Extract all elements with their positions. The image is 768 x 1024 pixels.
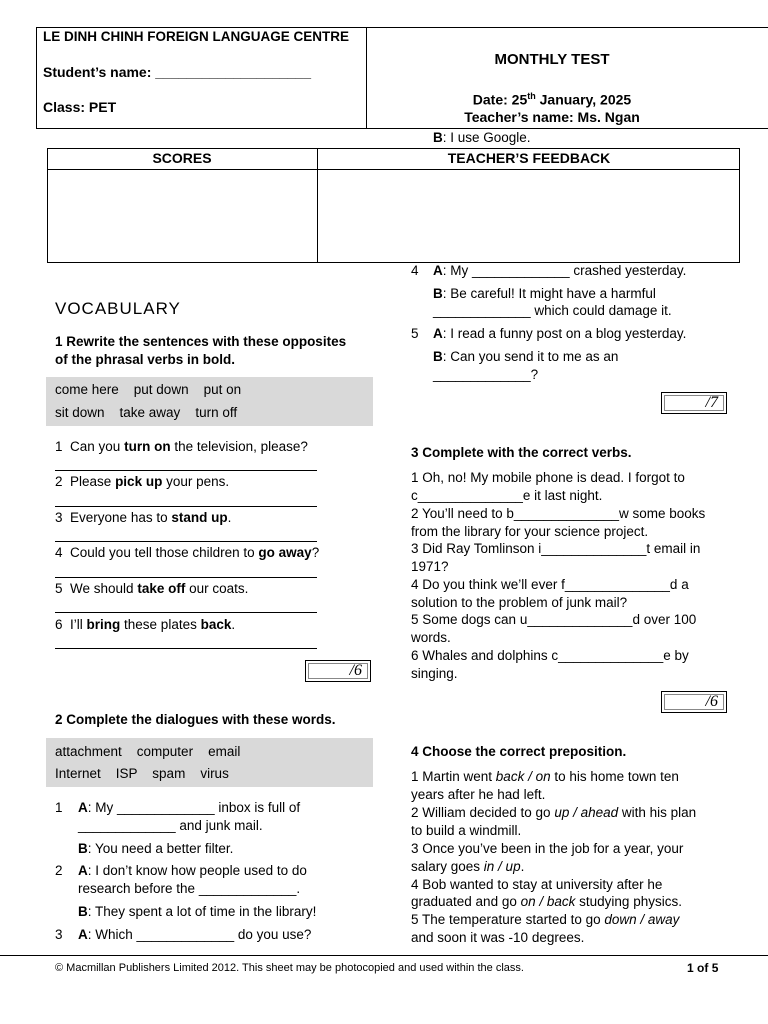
ex3-line-7: 4 Do you think we’ll ever f______________d a (411, 577, 689, 592)
ex4-line-1: 1 Martin went back / on to his home town ten (411, 769, 679, 784)
student-name-field: Student’s name: ____________________ (43, 64, 311, 80)
ex1-item-3: 3 Everyone has to stand up. (55, 510, 232, 525)
ex1-item-6: 6 I’ll bring these plates back. (55, 617, 236, 632)
stray-dialogue-line: B: I use Google. (433, 130, 531, 145)
ex1-answer-line-1[interactable] (55, 464, 317, 471)
ex4-line-4: to build a windmill. (411, 823, 522, 838)
ex2-d4-number: 4 (411, 263, 419, 278)
ex3-line-3: 2 You’ll need to b______________w some books (411, 506, 706, 521)
ex3-line-2: c______________e it last night. (411, 488, 603, 503)
ex1-score-box[interactable]: /6 (305, 660, 371, 682)
class-label: Class: PET (43, 99, 117, 115)
scores-cell[interactable] (48, 170, 316, 262)
ex4-line-7: 4 Bob wanted to stay at university after he (411, 877, 663, 892)
ex1-answer-line-4[interactable] (55, 571, 317, 578)
ex4-line-9: 5 The temperature started to go down / away (411, 912, 680, 927)
ex2-d1-b: B: You need a better filter. (78, 841, 234, 856)
vocabulary-heading: VOCABULARY (55, 299, 181, 318)
footer-copyright: © Macmillan Publishers Limited 2012. This sheet may be photocopied and used within the class. (55, 962, 524, 974)
ex2-d2-number: 2 (55, 863, 63, 878)
ex2-score-box[interactable]: /7 (661, 392, 727, 414)
ex2-d1-a: A: My _____________ inbox is full of (78, 800, 301, 815)
teacher-name: Teacher’s name: Ms. Ngan (464, 109, 640, 125)
ex2-d3-a: A: Which _____________ do you use? (78, 927, 312, 942)
ex2-d4-b-cont: _____________ which could damage it. (433, 303, 672, 318)
ex1-answer-line-6[interactable] (55, 642, 317, 649)
ex2-d2-a-cont: research before the _____________. (78, 881, 301, 896)
ex3-line-10: words. (411, 630, 451, 645)
footer-rule (0, 955, 768, 956)
ex1-words-line2: sit down take away turn off (55, 405, 238, 420)
ex1-item-2: 2 Please pick up your pens. (55, 474, 230, 489)
feedback-cell[interactable] (318, 170, 739, 262)
ex1-item-4: 4 Could you tell those children to go away? (55, 545, 320, 560)
ex1-words-line1: come here put down put on (55, 382, 242, 397)
ex4-line-5: 3 Once you’ve been in the job for a year, your (411, 841, 684, 856)
ex1-item-1: 1 Can you turn on the television, please? (55, 439, 308, 454)
ex2-d2-a: A: I don’t know how people used to do (78, 863, 307, 878)
footer-page-number: 1 of 5 (687, 961, 719, 975)
ex3-line-1: 1 Oh, no! My mobile phone is dead. I forgot to (411, 470, 685, 485)
school-name: LE DINH CHINH FOREIGN LANGUAGE CENTRE (43, 29, 350, 44)
ex2-d4-b: B: Be careful! It might have a harmful (433, 286, 656, 301)
ex3-score-box[interactable]: /6 (661, 691, 727, 713)
ex2-d5-a: A: I read a funny post on a blog yesterday. (433, 326, 687, 341)
ex1-title-line1: 1 Rewrite the sentences with these opposites (55, 334, 347, 349)
ex3-line-11: 6 Whales and dolphins c______________e by (411, 648, 689, 663)
ex3-line-5: 3 Did Ray Tomlinson i______________t email in (411, 541, 701, 556)
ex2-d3-number: 3 (55, 927, 63, 942)
ex4-line-2: years after he had left. (411, 787, 546, 802)
feedback-label: TEACHER’S FEEDBACK (447, 150, 611, 166)
ex1-title-line2: of the phrasal verbs in bold. (55, 352, 236, 367)
ex2-d5-b: B: Can you send it to me as an (433, 349, 619, 364)
ex1-answer-line-3[interactable] (55, 535, 317, 542)
ex3-line-4: from the library for your science project. (411, 524, 649, 539)
ex4-line-6: salary goes in / up. (411, 859, 525, 874)
ex1-answer-line-2[interactable] (55, 500, 317, 507)
ex3-line-9: 5 Some dogs can u______________d over 100 (411, 612, 697, 627)
ex3-line-6: 1971? (411, 559, 449, 574)
ex4-line-3: 2 William decided to go up / ahead with his plan (411, 805, 697, 820)
ex3-line-12: singing. (411, 666, 458, 681)
ex2-d5-b-cont: _____________? (433, 367, 539, 382)
ex2-d5-number: 5 (411, 326, 419, 341)
ex2-d4-a: A: My _____________ crashed yesterday. (433, 263, 687, 278)
ex2-d1-number: 1 (55, 800, 63, 815)
ex4-line-8: graduated and go on / back studying physics. (411, 894, 682, 909)
ex3-title: 3 Complete with the correct verbs. (411, 445, 632, 460)
ex2-words-line2: Internet ISP spam virus (55, 766, 229, 781)
ex2-d2-b: B: They spent a lot of time in the library! (78, 904, 317, 919)
ex1-item-5: 5 We should take off our coats. (55, 581, 249, 596)
ex3-line-8: solution to the problem of junk mail? (411, 595, 628, 610)
test-title: MONTHLY TEST (494, 51, 610, 68)
test-date: Date: 25th January, 2025 (472, 91, 632, 108)
ex1-answer-line-5[interactable] (55, 606, 317, 613)
scores-label: SCORES (152, 150, 212, 166)
ex2-d1-a-cont: _____________ and junk mail. (78, 818, 263, 833)
ex4-title: 4 Choose the correct preposition. (411, 744, 627, 759)
ex4-line-10: and soon it was -10 degrees. (411, 930, 585, 945)
ex2-words-line1: attachment computer email (55, 744, 241, 759)
ex2-title: 2 Complete the dialogues with these words. (55, 712, 336, 727)
